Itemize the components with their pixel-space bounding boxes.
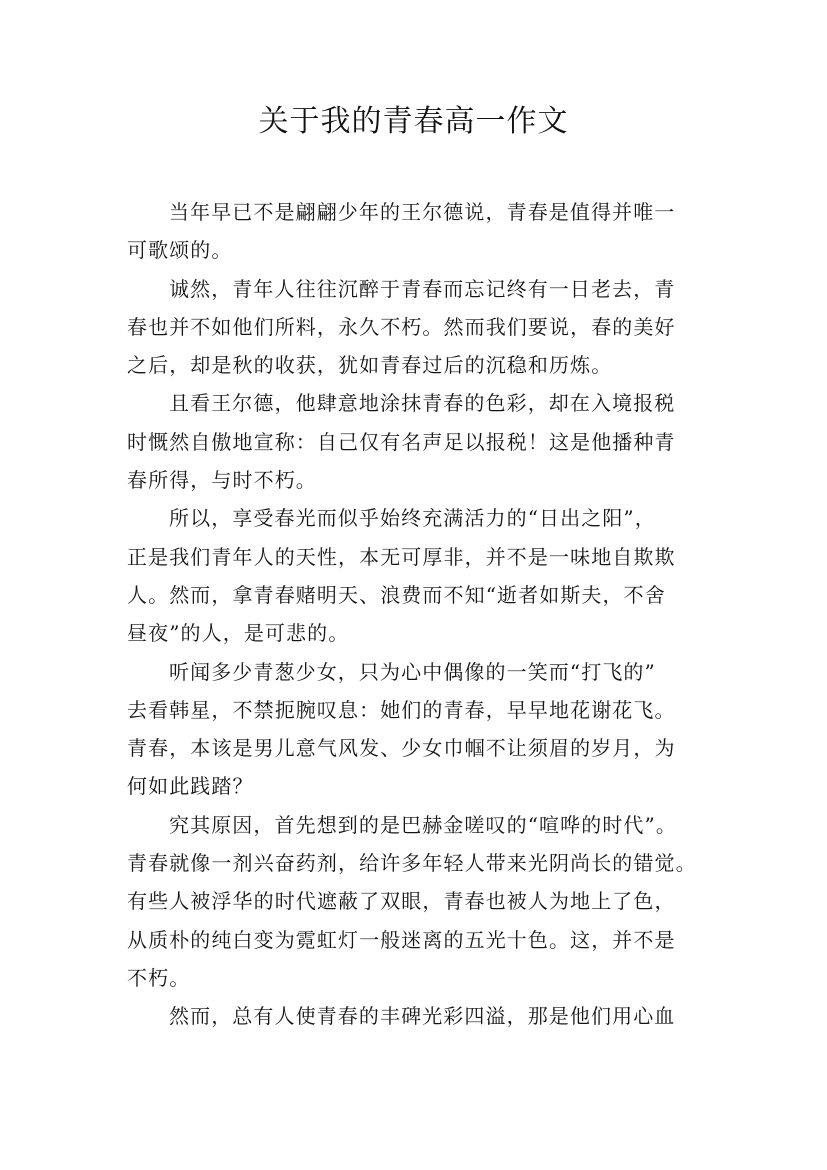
paragraph xyxy=(127,384,705,499)
paragraph xyxy=(127,499,705,652)
text-line: 所以，享受春光而似乎始终充满活力的“日出之阳”， xyxy=(169,506,656,531)
paragraph xyxy=(127,270,705,385)
text-line: 青春，本该是男儿意气风发、少女巾帼不让须眉的岁月，为 xyxy=(127,736,676,761)
text-line: 从质朴的纯白变为霓虹灯一般迷离的五光十色。这，并不是 xyxy=(127,927,676,952)
text-line: 然而，总有人使青春的丰碑光彩四溢，那是他们用心血 xyxy=(169,1004,676,1029)
text-line: 青春就像一剂兴奋药剂，给许多年轻人带来光阴尚长的错觉。 xyxy=(127,851,697,876)
text-line: 当年早已不是翩翩少年的王尔德说，青春是值得并唯一 xyxy=(169,200,676,224)
text-line: 春所得，与时不朽。 xyxy=(127,468,317,493)
text-line: 人。然而，拿青春赌明天、浪费而不知“逝者如斯夫，不舍 xyxy=(127,582,666,607)
text-line: 诚然，青年人往往沉醉于青春而忘记终有一日老去，青 xyxy=(169,276,676,301)
document-title: 关于我的青春高一作文 xyxy=(258,104,569,139)
text-line: 昼夜”的人，是可悲的。 xyxy=(127,621,350,646)
paragraph xyxy=(127,193,705,270)
essay-body xyxy=(127,193,705,1036)
text-line: 不朽。 xyxy=(127,965,191,990)
text-line: 春也并不如他们所料，永久不朽。然而我们要说，春的美好 xyxy=(127,314,676,339)
text-line: 时慨然自傲地宣称：自己仅有名声足以报税！这是他播种青 xyxy=(127,429,676,454)
text-line: 之后，却是秋的收获，犹如青春过后的沉稳和历炼。 xyxy=(127,353,613,378)
paragraph xyxy=(127,806,705,997)
text-line: 且看王尔德，他肆意地涂抹青春的色彩，却在入境报税 xyxy=(169,391,676,416)
text-line: 有些人被浮华的时代遮蔽了双眼，青春也被人为地上了色， xyxy=(127,889,676,914)
text-line: 去看韩星，不禁扼腕叹息：她们的青春，早早地花谢花飞。 xyxy=(127,697,676,722)
text-line: 正是我们青年人的天性，本无可厚非，并不是一味地自欺欺 xyxy=(127,544,676,569)
text-line: 何如此践踏？ xyxy=(127,774,254,799)
paragraph xyxy=(127,997,705,1035)
text-line: 究其原因，首先想到的是巴赫金嗟叹的“喧哗的时代”。 xyxy=(169,812,677,837)
text-line: 可歌颂的。 xyxy=(127,238,233,263)
paragraph xyxy=(127,653,705,806)
text-line: 听闻多少青葱少女，只为心中偶像的一笑而“打飞的” xyxy=(169,659,656,684)
